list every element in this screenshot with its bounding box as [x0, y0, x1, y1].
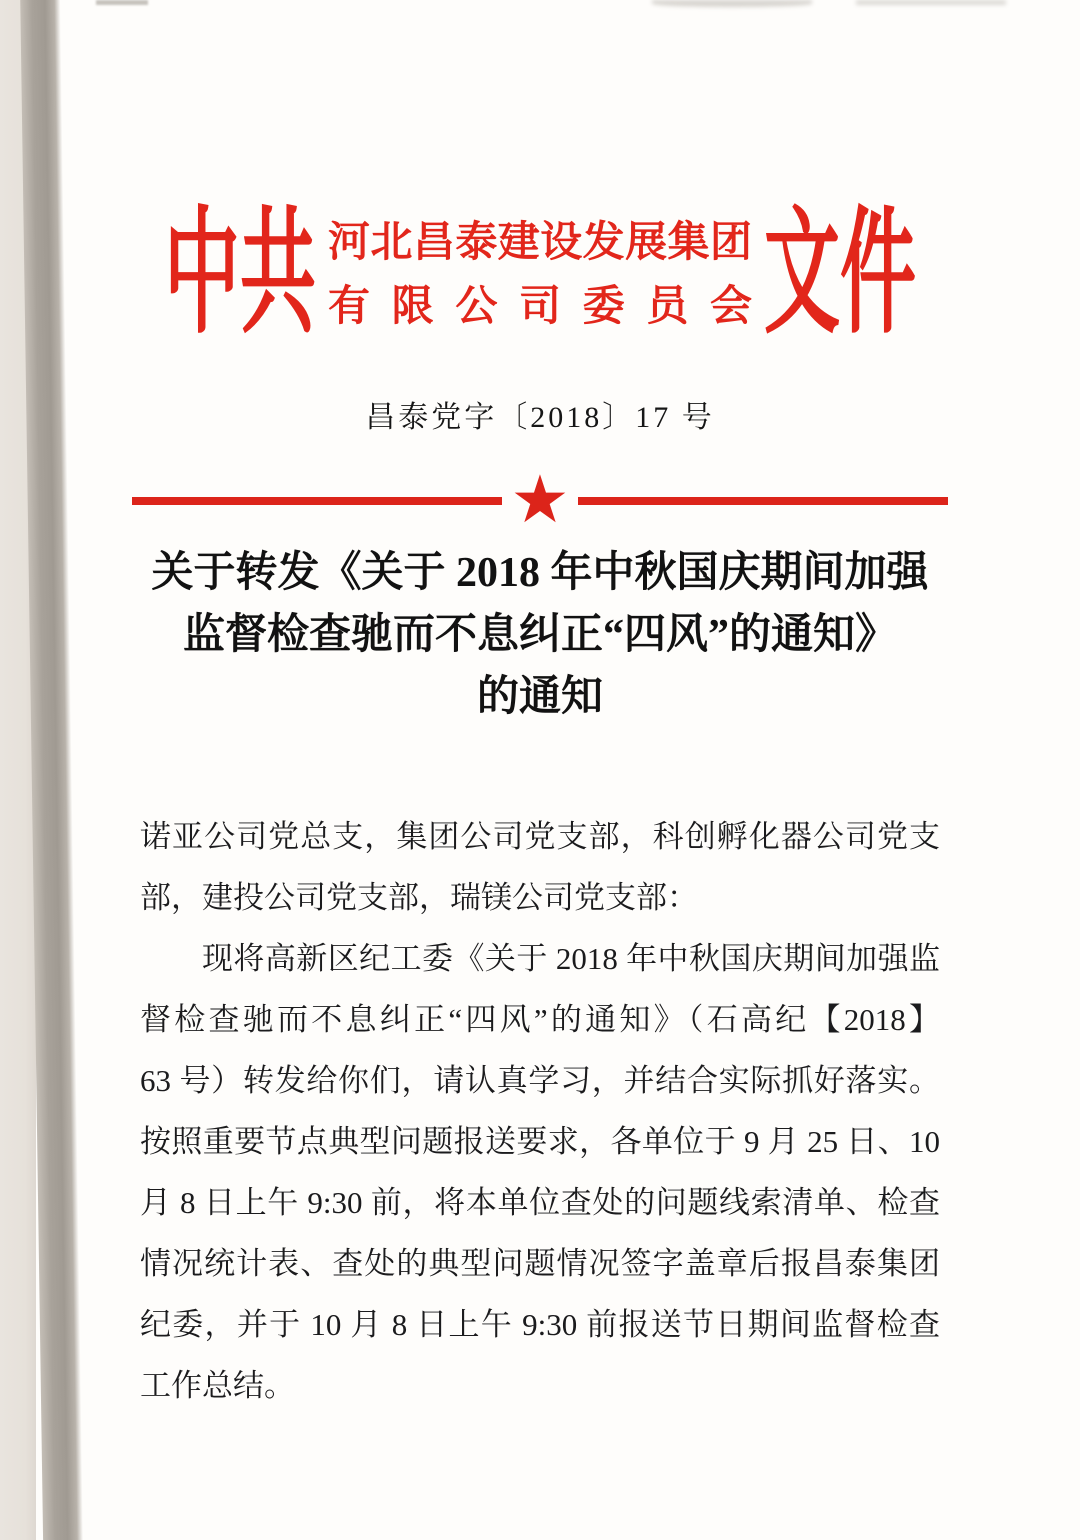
- red-divider: [132, 461, 948, 538]
- title-line: 的通知: [476, 674, 603, 720]
- body-line: 督检查驰而不息纠正“四风”的通知》（石高纪【2018】: [140, 1002, 940, 1037]
- org-name-line1: 河北昌泰建设发展集团: [328, 220, 752, 266]
- body-line: 纪委，并于 10 月 8 日上午 9:30 前报送节日期间监督检查: [140, 1307, 940, 1342]
- body-line: 月 8 日上午 9:30 前，将本单位查处的问题线索清单、检查: [140, 1185, 940, 1220]
- document-title: [0, 542, 1080, 728]
- document-body: [140, 806, 940, 1416]
- letterhead-prefix-text: 中共: [164, 199, 316, 351]
- red-divider-line-left: [132, 497, 502, 505]
- addressee-line: 部，建投公司党支部，瑞镁公司党支部：: [140, 880, 698, 915]
- addressee-line: 诺亚公司党总支，集团公司党支部，科创孵化器公司党支: [140, 819, 940, 854]
- letterhead-prefix: [164, 200, 316, 350]
- body-line: 现将高新区纪工委《关于 2018 年中秋国庆期间加强监: [202, 941, 940, 976]
- letterhead: [0, 200, 1080, 350]
- letterhead-doc-word-text: 文件: [764, 199, 916, 351]
- letterhead-org-name: [328, 211, 752, 339]
- body-line: 情况统计表、查处的典型问题情况签字盖章后报昌泰集团: [140, 1246, 940, 1281]
- red-star-icon: ★: [510, 461, 570, 538]
- body-line: 63 号）转发给你们，请认真学习，并结合实际抓好落实。: [140, 1063, 940, 1098]
- body-line: 按照重要节点典型问题报送要求，各单位于 9 月 25 日、10: [140, 1124, 940, 1159]
- org-name-line2: 有限公司委员会: [328, 284, 752, 330]
- body-line: 工作总结。: [140, 1368, 295, 1403]
- letterhead-doc-word: [764, 200, 916, 350]
- red-divider-line-right: [578, 497, 948, 505]
- title-line: 监督检查驰而不息纠正“四风”的通知》: [182, 612, 897, 658]
- document-number: 昌泰党字〔2018〕17 号: [365, 401, 715, 434]
- title-line: 关于转发《关于 2018 年中秋国庆期间加强: [151, 550, 929, 596]
